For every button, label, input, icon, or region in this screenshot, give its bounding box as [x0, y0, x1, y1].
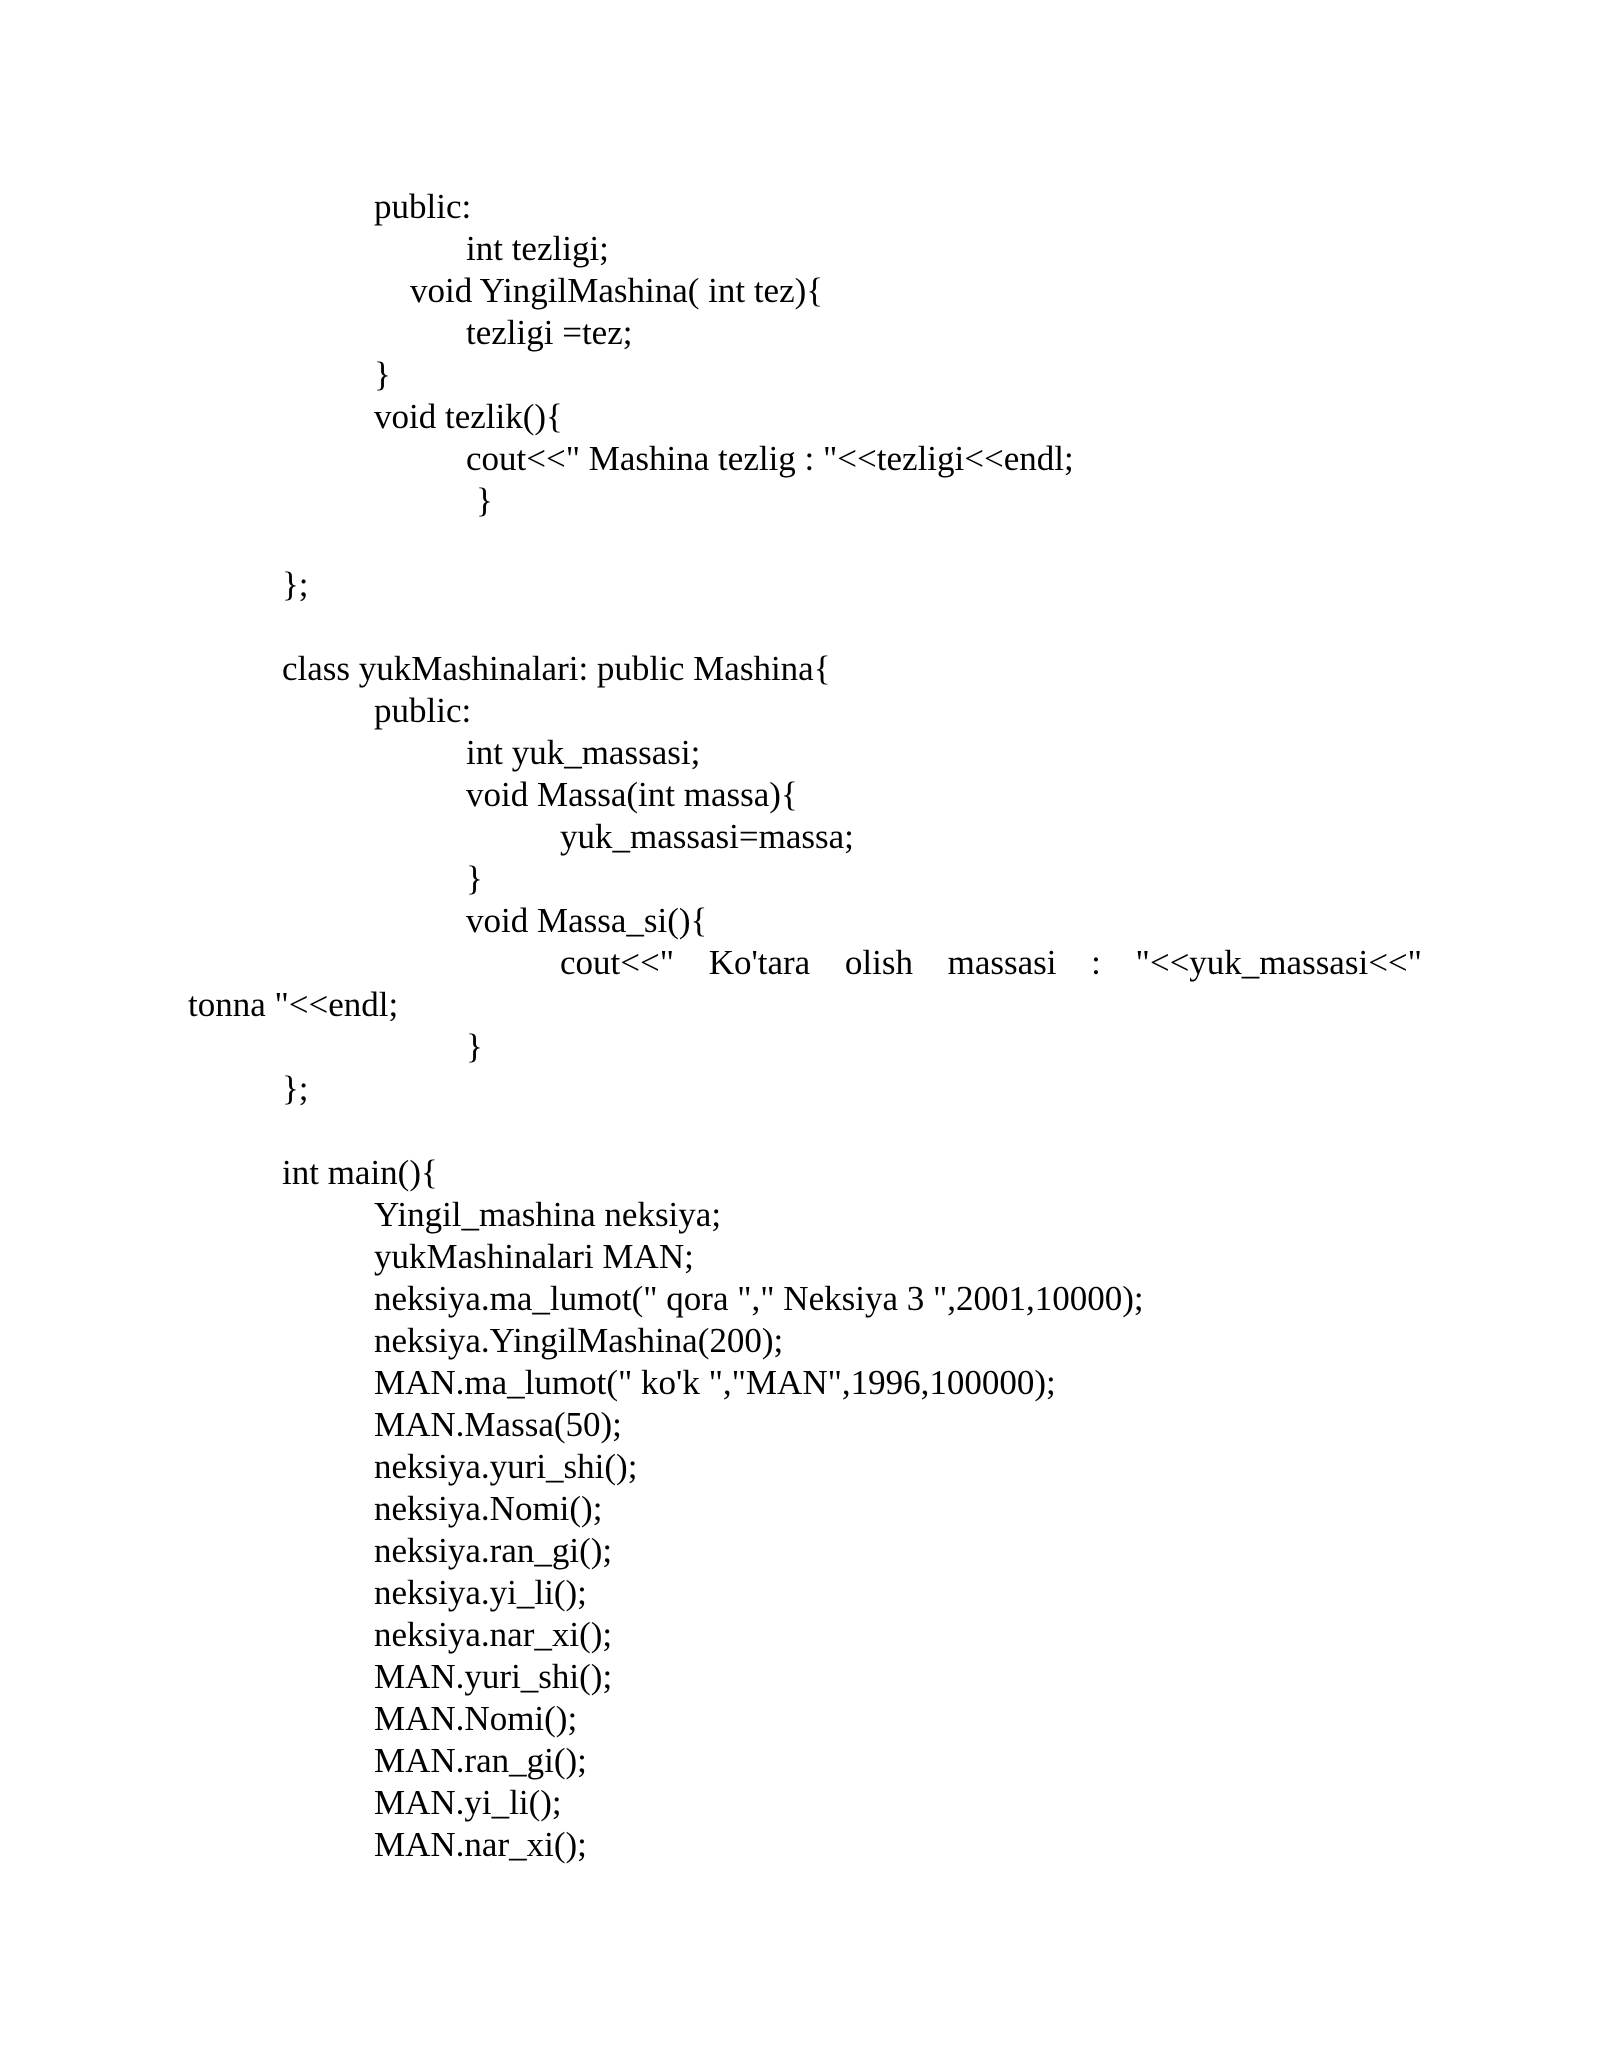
code-line: MAN.Nomi(); — [374, 1699, 578, 1738]
code-line: public: — [374, 187, 472, 226]
code-line: void Massa_si(){ — [466, 901, 708, 940]
code-line: MAN.yuri_shi(); — [374, 1657, 613, 1696]
code-line: Yingil_mashina neksiya; — [374, 1195, 722, 1234]
code-line: public: — [374, 691, 472, 730]
code-word: massasi — [947, 943, 1057, 982]
code-line: } — [476, 481, 493, 520]
code-line: }; — [282, 1069, 309, 1108]
code-line: tezligi =tez; — [466, 313, 633, 352]
code-word: olish — [844, 943, 913, 982]
code-line: tonna "<<endl; — [188, 985, 399, 1024]
code-line: neksiya.ran_gi(); — [374, 1531, 613, 1570]
code-line: } — [466, 859, 483, 898]
code-word: : — [1091, 943, 1101, 982]
code-line: int main(){ — [282, 1153, 438, 1192]
code-word: cout<<" — [560, 943, 675, 982]
code-line: } — [374, 355, 391, 394]
code-line: int tezligi; — [466, 229, 609, 268]
code-line: MAN.nar_xi(); — [374, 1825, 587, 1864]
justified-code-line — [560, 942, 1422, 984]
code-line: neksiya.YingilMashina(200); — [374, 1321, 784, 1360]
code-line: neksiya.ma_lumot(" qora "," Neksiya 3 ",2001,10000); — [374, 1279, 1144, 1318]
code-line: }; — [282, 565, 309, 604]
code-line: yuk_massasi=massa; — [560, 817, 854, 856]
code-line: MAN.ran_gi(); — [374, 1741, 587, 1780]
code-line: MAN.yi_li(); — [374, 1783, 562, 1822]
code-line: } — [466, 1027, 483, 1066]
code-line: void tezlik(){ — [374, 397, 563, 436]
code-word: Ko'tara — [708, 943, 811, 982]
code-line: MAN.Massa(50); — [374, 1405, 622, 1444]
code-line: MAN.ma_lumot(" ko'k ","MAN",1996,100000); — [374, 1363, 1056, 1402]
code-line: void Massa(int massa){ — [466, 775, 798, 814]
code-line: neksiya.nar_xi(); — [374, 1615, 613, 1654]
code-line: void YingilMashina( int tez){ — [410, 271, 824, 310]
code-line: cout<<" Mashina tezlig : "<<tezligi<<endl; — [466, 439, 1074, 478]
code-line: int yuk_massasi; — [466, 733, 701, 772]
code-line: yukMashinalari MAN; — [374, 1237, 694, 1276]
code-line: neksiya.yuri_shi(); — [374, 1447, 638, 1486]
code-line: neksiya.yi_li(); — [374, 1573, 587, 1612]
code-line: class yukMashinalari: public Mashina{ — [282, 649, 831, 688]
code-word: "<<yuk_massasi<<" — [1135, 943, 1422, 982]
code-line: neksiya.Nomi(); — [374, 1489, 603, 1528]
